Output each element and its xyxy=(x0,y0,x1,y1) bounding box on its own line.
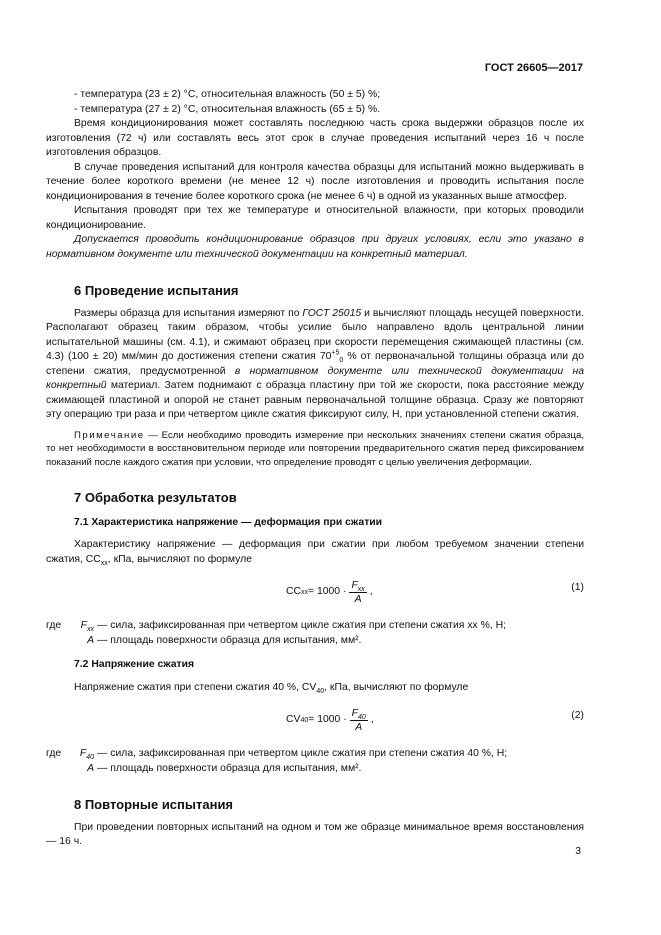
paragraph-italic: Допускается проводить кондиционирование образцов при других условиях, если это указано в нормативном документе или технической документации на конкретный материал. xyxy=(46,234,584,260)
section-6-paragraph: Размеры образца для испытания измеряют по ГОСТ 25015 и вычисляют площадь несущей поверхности. Располагают образец таким образом, чтобы усилие было направлено вдоль центральной линии испытательной машины (см. 4.1), и сжимают образец при скорости перемещения сжимающей пластины (см. 4.3) (100 ± 20) мм/мин до достижения степени сжатия $70^{+5}_0$ % от первоначальной толщины образца или до степени сжатия, предусмотренной в нормативном документе или технической документации на конкретный материал. Затем поднимают с образца пластину при той же скорости, пока расстояние между сжимающей пластиной и опорой не станет равным первоначальной толщине образца. Сразу же повторяют эту операцию три раза и при четвертом цикле сжатия фиксируют силу, Н, при установленной степени сжатия. xyxy=(46,307,584,420)
condition-item-1: - температура (23 ± 2) °С, относительная влажность (50 ± 5) %; xyxy=(74,89,381,100)
paragraph: В случае проведения испытаний для контроля качества образцы для испытаний можно выдерживать в течение более короткого времени (не менее 12 ч) после изготовления и проводить испытания после кондиционирования в течение более короткого срока (не менее 6 ч) в одной из указанных выше атмосфер. xyxy=(46,161,584,202)
where-block-2: где $F_{40}$ — сила, зафиксированная при четвертом цикле сжатия при степени сжатия 40 %, Н; A — площадь поверхности образца для испытания, мм². xyxy=(46,748,508,774)
subsection-7-1-heading: 7.1 Характеристика напряжение — деформация при сжатии xyxy=(74,516,383,528)
formula-1: CC xx = 1000 · $\frac{F_{xx}}{A}$ , (1) xyxy=(286,580,584,605)
note-label: Примечание xyxy=(74,429,145,441)
where-block-1: где $F_{xx}$ — сила, зафиксированная при четвертом цикле сжатия при степени сжатия xx %, Н; A — площадь поверхности образца для испытания, мм². xyxy=(46,620,506,646)
formula-number: (2) xyxy=(571,710,584,721)
subsection-7-1-paragraph: Характеристику напряжение — деформация при сжатии при любом требуемом значении степени сжатия, $CC_{xx}$, кПа, вычисляют по формуле xyxy=(46,539,584,567)
note: Примечание — Если необходимо проводить измерение при нескольких значениях степени сжатия образца, то нет необходимости в восстановительном периоде или повторении предварительного сжатия перед фиксированием показаний после каждого сжатия при условии, что определение проводят с целью увеличения деформации. xyxy=(46,429,584,468)
formula-2: CV 40 = 1000 · $\frac{F_{40}}{A}$ , (2) xyxy=(286,708,584,733)
page-content xyxy=(46,88,584,850)
paragraph: Испытания проводят при тех же температуре и относительной влажности, при которых проводили кондиционирование. xyxy=(46,205,584,231)
standard-header: ГОСТ 26605—2017 xyxy=(484,62,583,74)
subsection-7-2-heading: 7.2 Напряжение сжатия xyxy=(74,659,195,670)
paragraph: Время кондиционирования может составлять последнюю часть срока выдержки образцов после их изготовления (72 ч) или составлять весь этот срок в случае проведения испытаний через 16 ч после изготовления образцов. xyxy=(46,118,584,158)
condition-item-2: - температура (27 ± 2) °С, относительная влажность (65 ± 5) %. xyxy=(74,103,381,115)
section-8-paragraph: При проведении повторных испытаний на одном и том же образце минимальное время восстановления — 16 ч. xyxy=(46,821,584,847)
standard-reference: ГОСТ 25015 xyxy=(302,307,362,319)
subsection-7-2-paragraph: Напряжение сжатия при степени сжатия 40 %, $CV_{40}$, кПа, вычисляют по формуле xyxy=(74,681,469,695)
page-number: 3 xyxy=(575,846,581,857)
section-8-heading: 8 Повторные испытания xyxy=(74,797,234,812)
section-7-heading: 7 Обработка результатов xyxy=(74,490,237,505)
section-6-heading: 6 Проведение испытания xyxy=(74,283,239,298)
formula-number: (1) xyxy=(571,582,584,593)
